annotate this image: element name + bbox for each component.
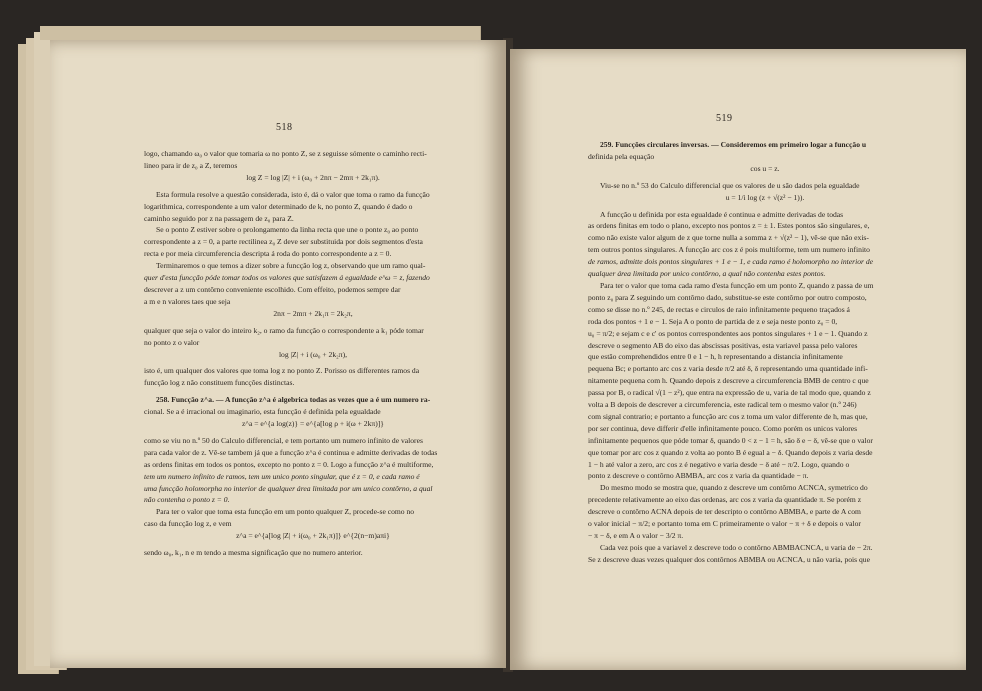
text-line: o valor inicial − π/2; e portanto toma em C primeiramente o valor − π + δ e depois o valor — [588, 519, 861, 529]
text-line: como não existe valor algum de z que torne nulla a somma z + √(z² − 1), vê-se que não exis- — [588, 233, 869, 243]
text-line: Se o ponto Z estiver sobre o prolongamento da linha recta que une o ponte z₀ ao ponto — [156, 225, 419, 235]
text-line: que tomar por arc cos z quando z volta ao ponto B é egual a − δ. Quando depois z varia desde — [588, 447, 873, 457]
text-line: funcção log z não constituem funcções distinctas. — [144, 378, 295, 388]
text-line: infinitamente pequenos que póde tomar δ, quando 0 < z − 1 = h, são δ e − δ, vê-se que o valor — [588, 435, 873, 445]
equation: log |Z| + i (ω₀ + 2k₂π), — [278, 349, 348, 359]
equation: u = 1/i log (z + √(z² − 1)). — [725, 192, 805, 202]
text-line: Para ter o valor que toma cada ramo d'esta funcção em um ponto Z, quando z passa de um — [600, 280, 874, 290]
text-line: as ordens finitas em todos os pontos, excepto no ponto z = 0. Logo a funcção z^a é multiforme, — [144, 459, 434, 469]
text-line: a m e n valores taes que seja — [144, 296, 231, 306]
text-line: não contenha o ponto z = 0. — [144, 495, 230, 505]
text-line: Do mesmo modo se mostra que, quando z descreve um contôrno ACNCA, symetrico do — [600, 483, 868, 493]
equation: 2nπ − 2mπ + 2k₁π = 2k₂π, — [273, 308, 353, 318]
section-heading: 258. Funcção z^a. — A funcção z^a é algebrica todas as vezes que a é um numero ra- — [156, 395, 431, 405]
equation: log Z = log |Z| + i (ω₀ + 2nπ − 2mπ + 2k₁π). — [246, 172, 380, 182]
text-line: Viu-se no n.º 53 do Calculo differencial que os valores de u são dados pela egualdade — [600, 180, 860, 190]
text-line: logarithmica, correspondente a um valor determinado de k, no ponto Z, quando é dado o — [144, 201, 413, 211]
text-line: 1 − h até valor a zero, arc cos z é negativo e varia desde − δ até − π/2. Logo, quando o — [588, 459, 850, 469]
text-line: qualquer área limitada por unico contôrno, a qual não contenha estes pontos. — [588, 269, 826, 279]
page-number: 519 — [716, 113, 733, 124]
text-line: com signal contrario; e portanto a funcção arc cos z toma um valor differente de h, mas que, — [588, 411, 868, 421]
page-body — [144, 148, 482, 559]
text-line: Terminaremos o que temos a dizer sobre a funcção log z, observando que um ramo qual- — [156, 261, 426, 271]
equation: cos u = z. — [750, 163, 780, 173]
text-line: uma funcção holomorpha no interior de qualquer área limitada por um unico contôrno, a qual — [144, 483, 433, 493]
text-line: Para ter o valor que toma esta funcção em um ponto qualquer Z, procede-se como no — [156, 507, 415, 517]
equation: z^a = e^{a[log |Z| + i(ω₀ + 2k₁π)]} e^{2(n−m)aπi} — [236, 531, 390, 541]
text-line: roda dos pontos + 1 e − 1. Seja A o ponto de partida de z e seja neste ponto z₀ = 0, — [588, 316, 838, 326]
text-line: pequena Bc; e portanto arc cos z varia desde π/2 até δ, δ representando uma quantidade infi- — [588, 364, 868, 374]
text-line: − π − δ, e em A o valor − 3/2 π. — [588, 531, 684, 540]
text-line: A funcção u definida por esta egualdade é continua e admitte derivadas de todas — [600, 209, 844, 219]
text-line: caso da funcção log z, e vem — [144, 519, 232, 529]
text-line: correspondente a z = 0, a parte rectilinea z₀ Z deve ser substituida por dois segmentos d'esta — [144, 237, 423, 247]
text-line: descrever a z um contôrno conveniente escolhido. Com effeito, podemos sempre dar — [144, 284, 401, 294]
text-line: lineo para ir de z₀ a Z, teremos — [144, 160, 238, 170]
text-line: caminho seguido por z na passagem de z₀ para Z. — [144, 213, 294, 223]
text-line: por ser continua, deve differir d'elle infinitamente pouco. Como porém os unicos valores — [588, 423, 858, 433]
text-line: volta a B depois de descrever a circumferencia, este radical tem o mesmo valor (n.º 246) — [588, 400, 857, 410]
text-line: recta e por meia circumferencia descripta á roda do ponto correspondente a z = 0. — [144, 249, 392, 259]
text-line: de ramos, admitte dois pontos singulares + 1 e − 1, e cada ramo é holomorpho no interior de — [588, 257, 874, 267]
page-number: 518 — [276, 122, 293, 133]
text-line: nitamente pequena com h. Quando depois z descreve a circumferencia BMB de centro c que — [588, 376, 869, 386]
text-line: para cada valor de z. Vê-se tambem já que a funcção z^a é continua e admitte derivadas de todas — [144, 447, 438, 457]
page-body — [588, 139, 942, 566]
text-line: Esta formula resolve a questão considerada, isto é, dá o valor que toma o ramo da funcção — [156, 189, 430, 199]
text-line: definida pela equação — [588, 151, 655, 161]
text-line: logo, chamando ω₀ o valor que tomaria ω no ponto Z, se z seguisse sómente o caminho recti- — [144, 149, 427, 158]
text-line: tem um numero infinito de ramos, tem um unico ponto singular, que é z = 0, e cada ramo é — [144, 471, 420, 481]
equation: z^a = e^{a log(z)} = e^{a[log ρ + i(ω + 2kπ)]} — [242, 419, 384, 429]
text-line: as ordens finitas em todo o plano, excepto nos pontos z = ± 1. Estes pontos são singulares, e, — [588, 221, 870, 231]
left-page — [50, 40, 506, 668]
text-line: ponto z₀ para Z seguindo um contôrno dado, substitue-se este contôrno por outro composto, — [588, 292, 867, 302]
text-line: tem outros pontos singulares. A funcção arc cos z é pois multiforme, tem um numero infinito — [588, 245, 870, 255]
section-heading: 259. Funcções circulares inversas. — Consideremos em primeiro logar a funcção u — [600, 140, 867, 149]
text-line: ponto z descreve o contôrno ABMBA, arc cos z varia da quantidade − π. — [588, 471, 809, 481]
text-line: isto é, um qualquer dos valores que toma log z no ponto Z. Porisso os differentes ramos da — [144, 366, 420, 376]
text-line: sendo ω₀, k₁, n e m tendo a mesma significação que no numero anterior. — [144, 548, 363, 558]
text-line: no ponto z o valor — [144, 337, 200, 347]
text-line: que estão comprehendidos entre 0 e 1 − h, h representando a distancia infinitamente — [588, 352, 843, 362]
text-line: como se viu no n.º 50 do Calculo differencial, e tem portanto um numero infinito de valores — [144, 435, 423, 445]
text-line: precedente relativamente ao eixo das ordenas, arc cos z varia da quantidade π. Se porém z — [588, 495, 862, 505]
text-line: como se disse no n.º 245, de rectas e circulos de raio infinitamente pequeno traçados á — [588, 304, 850, 314]
text-line: descreve o segmento AB do eixo das abscissas positivas, esta variavel passa pelo valores — [588, 340, 858, 350]
text-line: passa por B, o radical √(1 − z²), que entra na expressão de u, varia de tal modo que, quando z — [588, 388, 871, 398]
text-line: qualquer que seja o valor do inteiro k₂, o ramo da funcção o correspondente a k₁ póde tomar — [144, 325, 424, 335]
text-line: Se z descreve duas vezes qualquer dos contôrnos ABMBA ou ACNCA, u não varia, pois que — [588, 554, 870, 564]
text-line: Cada vez pois que a variavel z descreve todo o contôrno ABMBACNCA, u varia de − 2π. — [600, 542, 873, 552]
text-line: cional. Se a é irracional ou imaginario, esta funcção é definida pela egualdade — [144, 407, 381, 417]
page-edge-top — [40, 26, 481, 40]
text-line: quer d'esta funcção póde tomar todos os valores que satisfazem á egualdade e^ω = z, fazendo — [144, 273, 430, 283]
text-line: u₀ = π/2; e sejam c e c' os pontos correspondentes aos pontos singulares + 1 e − 1. Quando z — [588, 328, 868, 338]
right-page — [510, 49, 966, 670]
text-line: descreve o contôrno ACNA depois de ter descripto o contôrno ABMBA, e parte de A com — [588, 507, 861, 517]
